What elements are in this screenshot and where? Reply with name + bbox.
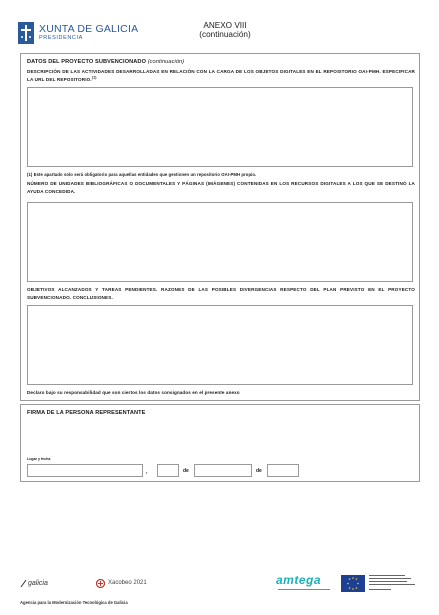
footnote-ref: (1): [91, 75, 97, 80]
activities-field[interactable]: [27, 87, 413, 167]
signature-section-title: FIRMA DE LA PERSONA REPRESENTANTE: [27, 410, 146, 416]
annex-title: ANEXO VIII: [203, 21, 247, 30]
amtega-tagline-icon: [278, 588, 330, 591]
footnote-text: Este apartado solo será obligatorio para aquellas entidades que gestionen un repositorio OAI-PMH propio.: [33, 172, 257, 177]
month-input[interactable]: [194, 464, 252, 477]
annex-subtitle: (continuación): [199, 30, 251, 39]
annex-heading: [170, 21, 280, 39]
project-section-title: [27, 59, 184, 65]
project-section-title-text: DATOS DEL PROYECTO SUBVENCIONADO: [27, 59, 147, 65]
units-label: NÚMERO DE UNIDADES BIBLIOGRÁFICAS O DOCUMENTALES Y PÁGINAS (IMÁGENES) CONTENIDAS EN LOS RECURSOS DIGITALES A LOS QUE SE DESTINÓ LA AYUDA CONCEDIDA.: [27, 181, 415, 194]
xacobeo-logo: Xacobeo 2021: [108, 580, 147, 586]
galicia-mark-icon: [20, 579, 27, 588]
xunta-logo: [18, 22, 148, 46]
place-input[interactable]: [27, 464, 143, 477]
comma-separator: ,: [146, 469, 148, 475]
activities-label: [27, 68, 415, 83]
project-data-section: [20, 53, 420, 401]
declaration-text: Declaro bajo su responsabilidad que son ciertos los datos consignados en el presente anexo: [27, 390, 240, 395]
de-separator-1: de: [183, 468, 189, 474]
xacobeo-icon: [96, 579, 105, 588]
de-separator-2: de: [256, 468, 262, 474]
logo-subtitle: PRESIDENCIA: [39, 35, 83, 41]
footer: [0, 560, 439, 615]
amtega-logo: amtega: [276, 573, 322, 587]
place-date-label: Lugar y fecha: [27, 457, 51, 461]
activities-label-text: DESCRIPCIÓN DE LAS ACTIVIDADES DESARROLLADAS EN RELACIÓN CON LA CARGA DE LOS OBJETOS DIGITALES EN EL REPOSITORIO OAI-PMH. ESPECIFICAR LA URL DEL REPOSITORIO.: [27, 69, 415, 82]
xunta-emblem-icon: [18, 22, 34, 44]
signature-section: [20, 404, 420, 482]
agency-name: Agencia para la Modernización Tecnológica de Galicia: [20, 600, 128, 605]
galicia-logo: galicia: [28, 580, 48, 587]
day-input[interactable]: [157, 464, 179, 477]
eu-flag-icon: [341, 575, 365, 592]
year-input[interactable]: [267, 464, 299, 477]
objectives-field[interactable]: [27, 305, 413, 385]
objectives-label: OBJETIVOS ALCANZADOS Y TAREAS PENDIENTES. RAZONES DE LAS POSIBLES DIVERGENCIAS RESPECTO DEL PLAN PREVISTO EN EL PROYECTO SUBVENCIONADO. CONCLUSIONES.: [27, 287, 415, 300]
footnote-marker: (1): [27, 172, 33, 177]
eu-funding-text-icon: [369, 574, 419, 592]
project-section-title-note: (continuación): [147, 59, 185, 65]
footnote: [27, 172, 256, 177]
logo-title: XUNTA DE GALICIA: [39, 23, 139, 35]
units-field[interactable]: [27, 202, 413, 282]
